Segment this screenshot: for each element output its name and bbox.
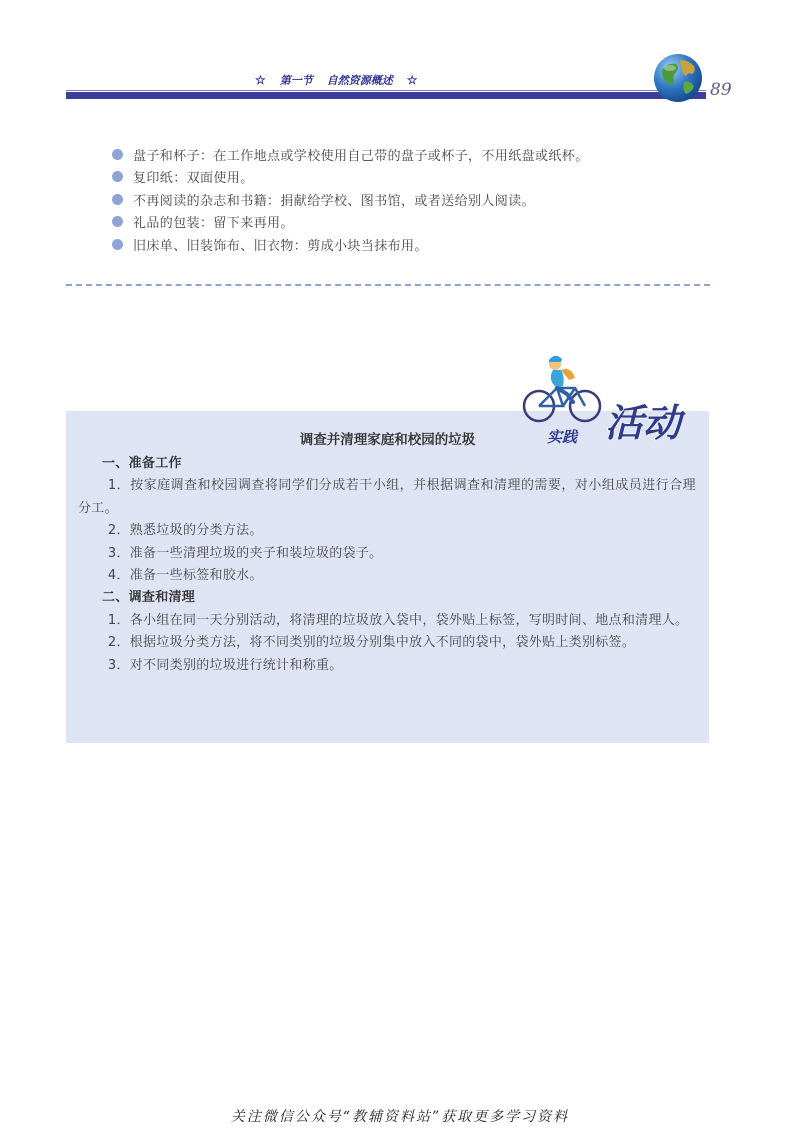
logo-big-text: 活动 xyxy=(605,400,682,445)
section-label: 第一节 xyxy=(279,74,313,87)
activity-item: 3．对不同类别的垃圾进行统计和称重。 xyxy=(107,657,343,673)
header-rule xyxy=(66,92,706,99)
list-item: 盘子和杯子：在工作地点或学校使用自己带的盘子或杯子，不用纸盘或纸杯。 xyxy=(112,143,589,166)
section-title: 二、调查和清理 xyxy=(102,590,196,606)
list-item: 复印纸：双面使用。 xyxy=(112,166,589,189)
bullet-dot-icon xyxy=(112,239,123,250)
activity-item: 3．准备一些清理垃圾的夹子和装垃圾的袋子。 xyxy=(107,545,383,561)
activity-body xyxy=(78,453,696,677)
bullet-dot-icon xyxy=(112,171,123,182)
practice-activity-logo xyxy=(517,350,709,450)
logo-small-text: 实践 xyxy=(547,428,578,446)
bullet-list xyxy=(112,143,589,256)
running-header xyxy=(255,72,465,88)
list-item: 不再阅读的杂志和书籍：捐献给学校、图书馆，或者送给别人阅读。 xyxy=(112,188,589,211)
star-icon: ☆ xyxy=(255,73,266,87)
footer-note: 关注微信公众号“教辅资料站”获取更多学习资料 xyxy=(230,1109,570,1125)
list-item: 旧床单、旧装饰布、旧衣物：剪成小块当抹布用。 xyxy=(112,233,589,256)
bullet-dot-icon xyxy=(112,216,123,227)
section-title: 一、准备工作 xyxy=(102,456,182,471)
activity-item: 2．根据垃圾分类方法，将不同类别的垃圾分别集中放入不同的袋中，袋外贴上类别标签。 xyxy=(107,635,636,651)
activity-item: 4．准备一些标签和胶水。 xyxy=(107,568,263,584)
activity-box xyxy=(66,411,709,743)
page-number: 89 xyxy=(710,80,732,100)
activity-item: 1．各小组在同一天分别活动，将清理的垃圾放入袋中，袋外贴上标签，写明时间、地点和清理人。 xyxy=(107,612,689,628)
star-icon: ☆ xyxy=(406,73,418,87)
activity-item: 1．按家庭调查和校园调查将同学们分成若干小组，并根据调查和清理的需要，对小组成员进行合理分工。 xyxy=(78,478,696,516)
chapter-title: 自然资源概述 xyxy=(326,74,393,87)
list-item: 礼品的包装：留下来再用。 xyxy=(112,211,589,234)
bullet-dot-icon xyxy=(112,194,123,205)
bullet-dot-icon xyxy=(112,149,123,160)
section-divider xyxy=(66,284,710,286)
activity-item: 2．熟悉垃圾的分类方法。 xyxy=(107,523,263,539)
header-rule-thin xyxy=(66,90,706,91)
globe-icon xyxy=(652,52,704,104)
activity-heading: 调查并清理家庭和校园的垃圾 xyxy=(299,432,476,448)
